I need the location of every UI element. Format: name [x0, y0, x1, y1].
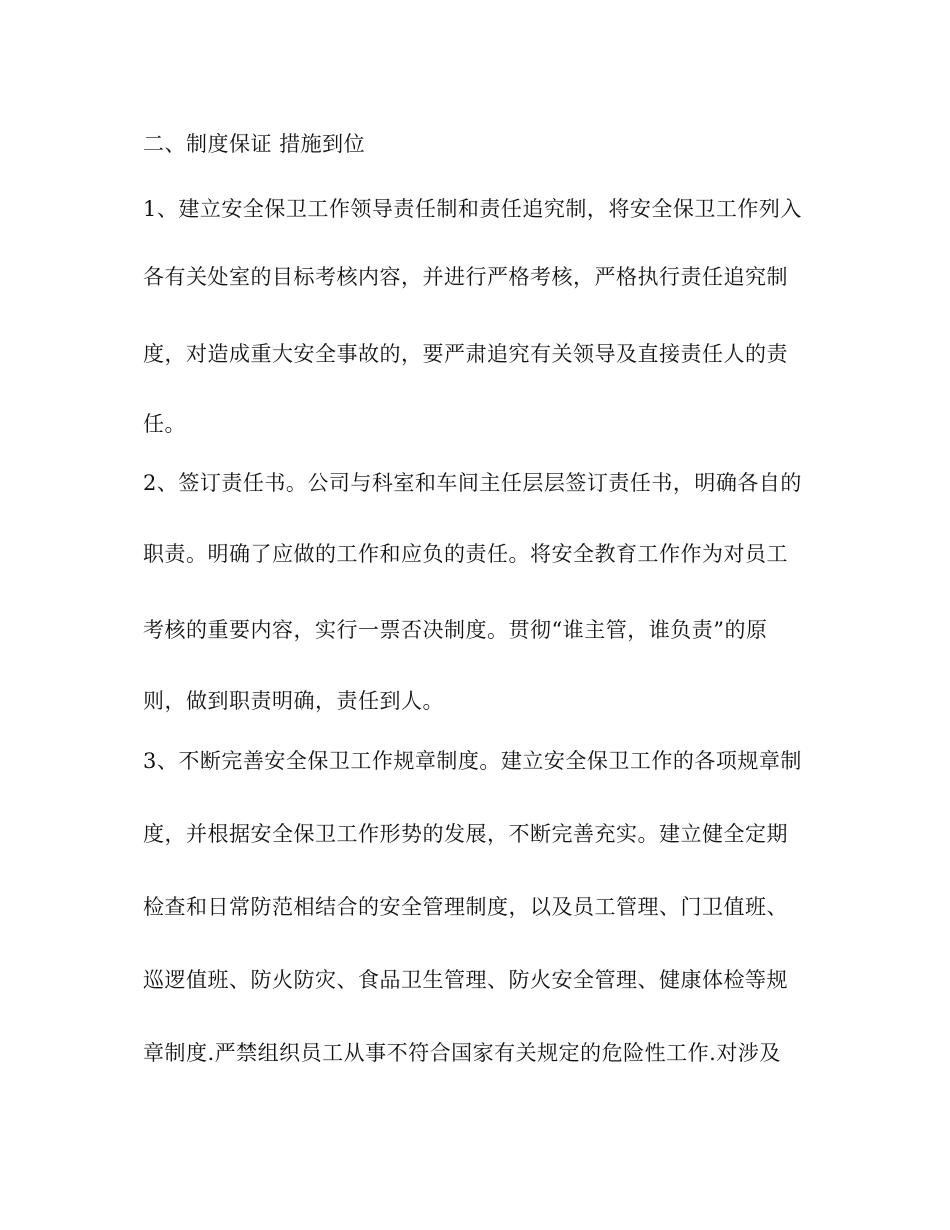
section-heading: 二、制度保证 措施到位 — [143, 132, 366, 156]
paragraph-line: 度，并根据安全保卫工作形势的发展，不断完善充实。建立健全定期 — [143, 822, 788, 846]
paragraph-line: 考核的重要内容，实行一票否决制度。贯彻“谁主管，谁负责”的原 — [143, 618, 768, 642]
paragraph-line: 巡逻值班、防火防灾、食品卫生管理、防火安全管理、健康体检等规 — [143, 968, 788, 992]
paragraph-line: 1、建立安全保卫工作领导责任制和责任追究制，将安全保卫工作列入 — [143, 197, 802, 221]
paragraph-line: 度，对造成重大安全事故的，要严肃追究有关领导及直接责任人的责 — [143, 342, 788, 366]
paragraph-line: 则，做到职责明确，责任到人。 — [143, 689, 444, 713]
paragraph-line: 职责。明确了应做的工作和应负的责任。将安全教育工作作为对员工 — [143, 542, 788, 566]
paragraph-line: 3、不断完善安全保卫工作规章制度。建立安全保卫工作的各项规章制 — [143, 749, 802, 773]
paragraph-line: 各有关处室的目标考核内容，并进行严格考核，严格执行责任追究制 — [143, 265, 788, 289]
paragraph-line: 章制度.严禁组织员工从事不符合国家有关规定的危险性工作.对涉及 — [143, 1041, 781, 1065]
paragraph-line: 2、签订责任书。公司与科室和车间主任层层签订责任书，明确各自的 — [143, 471, 802, 495]
paragraph-line: 任。 — [143, 412, 186, 436]
paragraph-line: 检查和日常防范相结合的安全管理制度，以及员工管理、门卫值班、 — [143, 895, 788, 919]
